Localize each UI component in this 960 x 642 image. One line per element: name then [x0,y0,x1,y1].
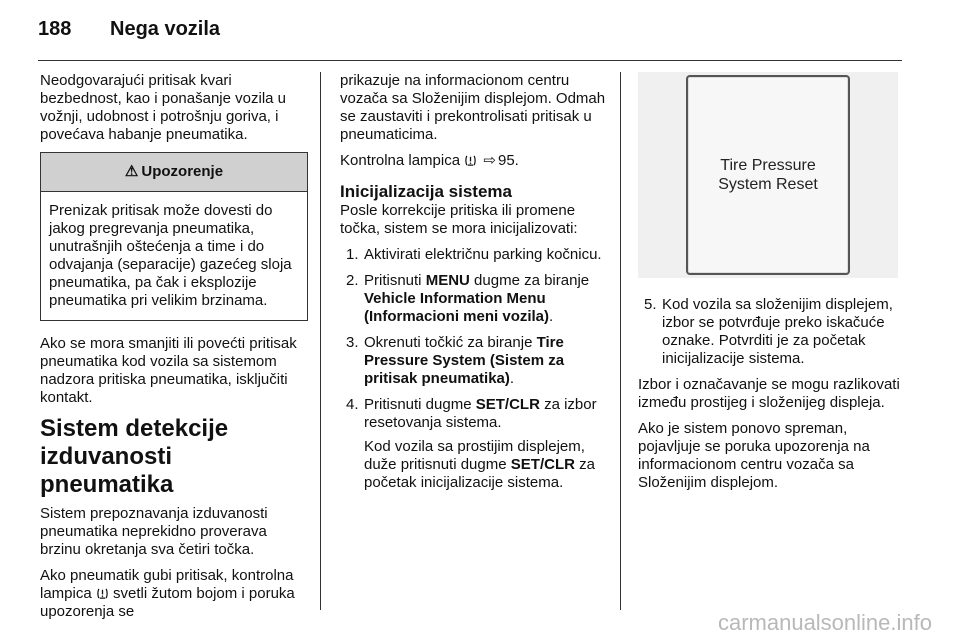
display-difference-paragraph: Izbor i označavanje se mogu razlikovati između prostijeg i složenijeg displeja. [638,376,900,411]
step-text: Kod vozila sa prostijim displejem, duže pritisnuti dugme [364,438,585,473]
step-number: 1. [346,246,359,263]
pressure-loss-text-b: svetli žutom bojom i poruka upozorenja se [40,585,295,620]
step-text: Pritisnuti dugme [364,396,472,413]
lamp-reference [340,152,610,170]
intro-paragraph: Neodgovarajući pritisak kvari bezbednost, kao i ponašanje vozila u vožnji, udobnost i potrošnju goriva, i povećava habanje pneumatika. [40,72,287,143]
list-item [638,296,908,368]
page-header [38,18,220,41]
watermark: carmanualsonline.info [717,610,932,635]
button-name: SET/CLR [475,396,540,413]
step-text: . [509,370,515,387]
init-intro: Posle korrekcije pritiska ili promene točka, sistem se mora inicijalizovati: [340,202,578,237]
display-illustration [638,72,898,278]
column-divider [620,72,621,610]
step-text: Aktivirati električnu parking kočnicu. [364,246,602,263]
pressure-loss-text-a: Ako pneumatik gubi pritisak, kontrolna lampica [40,567,294,602]
button-name: MENU [425,272,470,289]
column-middle [340,72,610,500]
step-number: 2. [346,272,359,289]
column-left [40,72,308,629]
page-number: 188 [38,18,72,40]
list-item [340,334,610,388]
lamp-reference-page[interactable]: 95. [498,152,519,169]
step-text: za izbor resetovanja sistema. [364,396,597,431]
reference-arrow-icon: ⇨ [483,152,496,169]
step-number: 5. [644,296,657,313]
menu-name: Vehicle Information Menu (Informacioni meni vozila) [364,290,550,325]
continued-paragraph: prikazuje na informacionom centru vozača sa Složenijim displejom. Odmah se zaustaviti i prekontrolisati pritisak u pneumaticima. [340,72,606,143]
page-title: Nega vozila [110,18,221,40]
step-text: Kod vozila sa složenijim displejem, izbor se potvrđuje preko iskačuće oznake. Potvrditi je za početak inicijalizacije sistema. [662,296,893,367]
step-text: dugme za biranje [474,272,590,289]
subsection-heading: Inicijalizacija sistema [340,182,512,201]
step-text: Pritisnuti [364,272,422,289]
column-right [638,72,908,500]
pressure-adjust-paragraph: Ako se mora smanjiti ili povećti pritisak pneumatika kod vozila sa sistemom nadzora pritiska pneumatika, isključiti kontakt. [40,335,297,406]
warning-text: Prenizak pritisak može dovesti do jakog pregrevanja pneumatika, unutrašnjih oštećenja a time i do odvajanja (separacije) gazećeg sloja pneumatika, pa čak i eksplozije pneumatika pri velikim brzinama. [49,202,292,309]
header-rule [38,60,902,61]
menu-name: Tire Pressure System (Sistem za pritisak pneumatika) [364,334,565,387]
warning-header [41,153,307,192]
lamp-reference-text: Kontrolna lampica [340,152,461,169]
pressure-loss-paragraph [40,567,308,621]
warning-box [40,152,308,321]
display-line: System Reset [718,176,818,193]
list-item [340,272,610,326]
step-text: Okrenuti točkić za biranje [364,334,533,351]
system-ready-paragraph: Ako je sistem ponovo spreman, pojavljuje se poruka upozorenja na informacionom centru vozača sa Složenijim displejom. [638,420,870,491]
tire-pressure-lamp-icon [464,154,477,167]
warning-title: Upozorenje [141,163,224,180]
init-steps-list [340,246,610,492]
display-screen [686,75,850,275]
column-divider [320,72,321,610]
display-line: Tire Pressure [720,157,816,174]
warning-triangle-icon: ⚠ [124,163,139,180]
list-item [340,396,610,492]
step-number: 4. [346,396,359,413]
section-heading: Sistem detekcije izduvanosti pneumatika [40,415,229,498]
step-extra [364,438,610,492]
step-number: 3. [346,334,359,351]
button-name: SET/CLR [510,456,575,473]
step-text: za početak inicijalizacije sistema. [364,456,595,491]
step-text: . [549,308,554,325]
tire-pressure-lamp-icon [96,587,109,600]
list-item [340,246,610,264]
detection-paragraph: Sistem prepoznavanja izduvanosti pneumatika neprekidno proverava brzinu okretanja sva četiri točka. [40,505,268,558]
